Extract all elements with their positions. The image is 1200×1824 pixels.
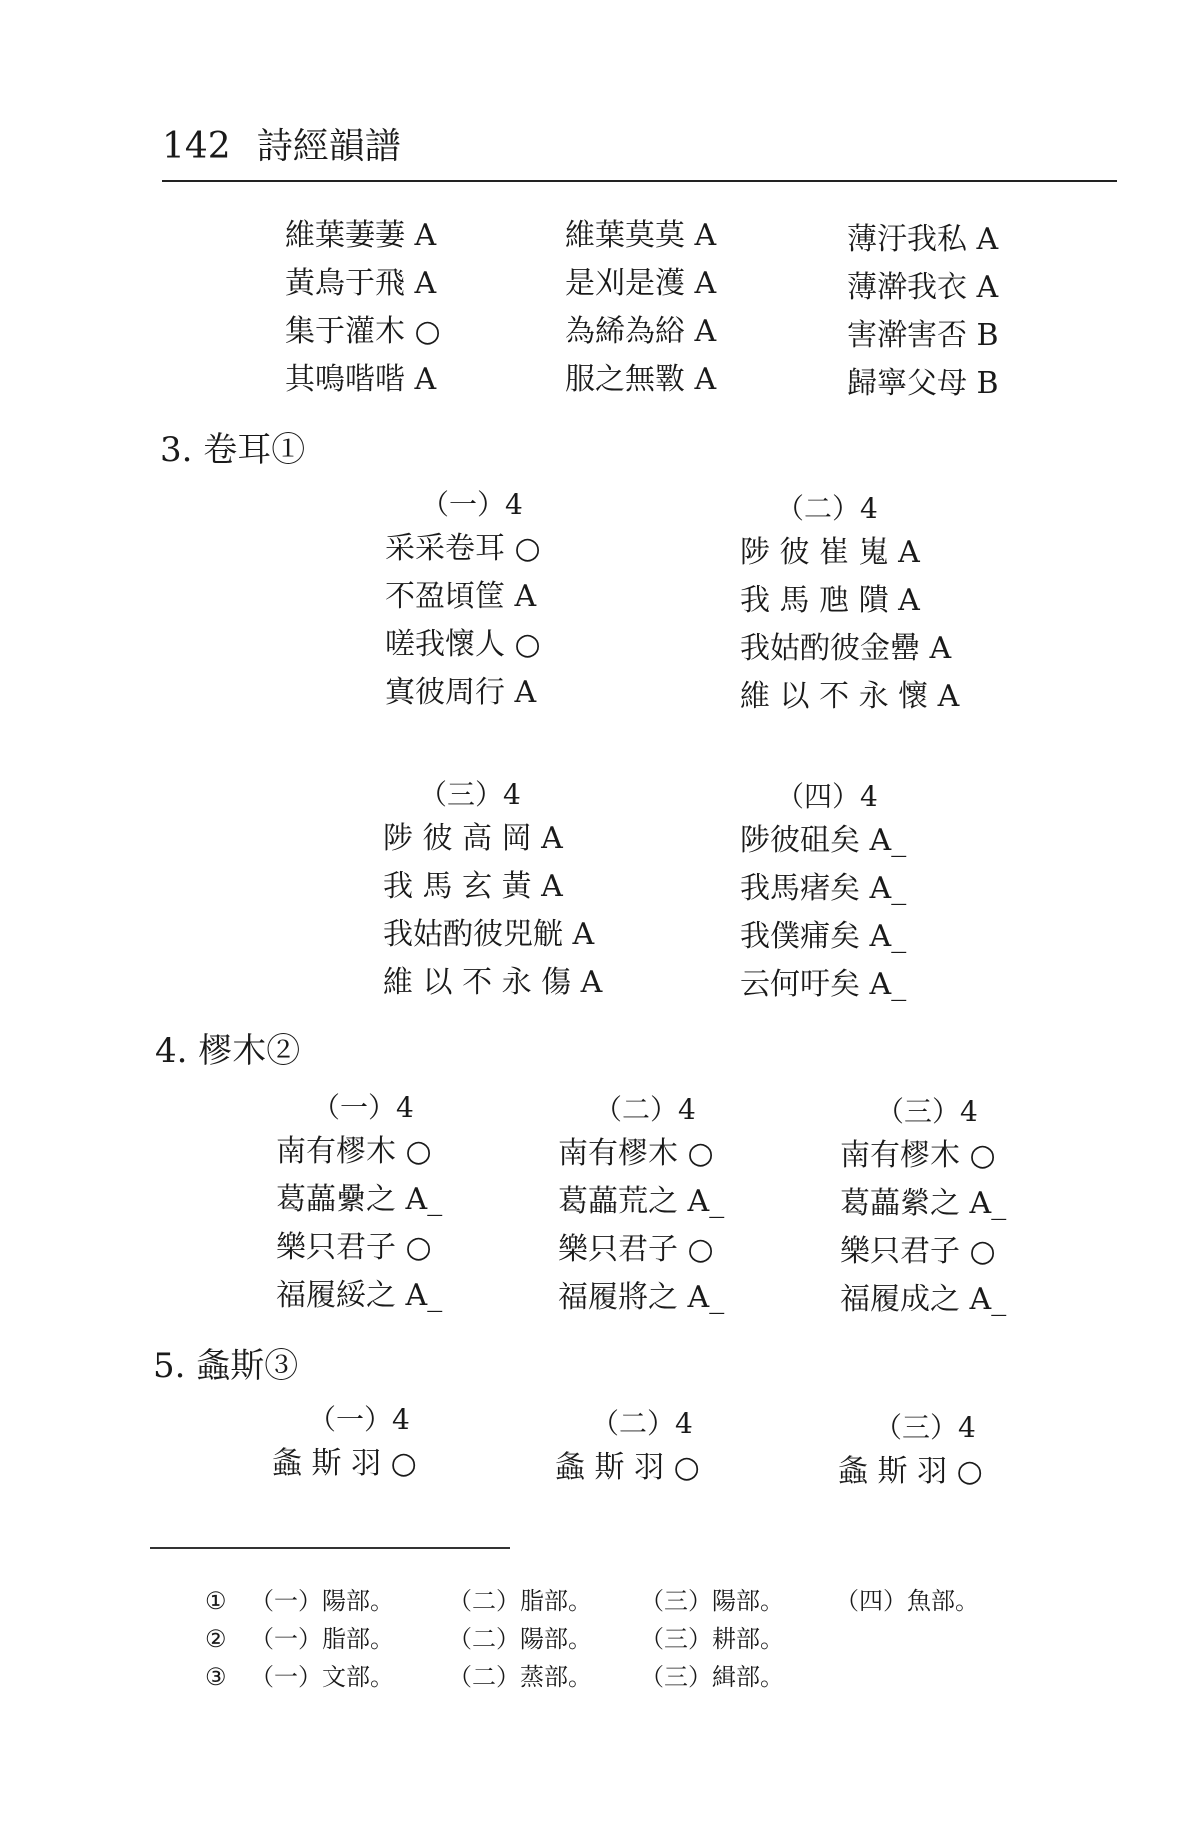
section-4-title: 4. 樛木② xyxy=(155,1031,301,1071)
footnote-marker: ② xyxy=(205,1625,227,1653)
sec5-stanza-3 xyxy=(838,1408,983,1496)
verse-line: 不盈頃筐 A xyxy=(385,579,537,614)
footnote-item: （四）魚部。 xyxy=(835,1587,979,1615)
footnote-3 xyxy=(0,1658,1200,1696)
footnote-item: （二）脂部。 xyxy=(448,1587,592,1615)
verse-line: 維葉莫莫 A xyxy=(565,218,717,253)
verse-line: 螽 斯 羽 ○ xyxy=(838,1454,983,1489)
top-col-3 xyxy=(847,216,999,408)
top-col-1 xyxy=(285,212,441,404)
verse-line: 采采卷耳 ○ xyxy=(385,531,541,566)
verse-line: 黃鳥于飛 A xyxy=(285,266,437,301)
verse-line: 嗟我懷人 ○ xyxy=(385,627,541,662)
verse-line: 我姑酌彼兕觥 A xyxy=(383,917,595,952)
verse-line: 維 以 不 永 懷 A xyxy=(740,679,960,714)
stanza-heading: （三）4 xyxy=(419,778,521,811)
verse-line: 是刈是濩 A xyxy=(565,266,717,301)
top-col-2 xyxy=(565,212,716,404)
verse-line: 葛藟縈之 A_ xyxy=(840,1186,1007,1221)
verse-line: 集于灌木 ○ xyxy=(285,314,441,349)
page-number: 142 xyxy=(162,126,231,167)
sec3-stanza-1 xyxy=(385,485,541,717)
sec4-stanza-3 xyxy=(840,1092,1006,1324)
stanza-heading: （三）4 xyxy=(876,1095,978,1128)
verse-line: 福履將之 A_ xyxy=(558,1280,725,1315)
footnote-item: （一）陽部。 xyxy=(250,1587,394,1615)
verse-line: 寘彼周行 A xyxy=(385,675,537,710)
stanza-heading: （一）4 xyxy=(308,1403,410,1436)
verse-line: 福履成之 A_ xyxy=(840,1282,1007,1317)
verse-line: 樂只君子 ○ xyxy=(840,1234,996,1269)
stanza-heading: （一）4 xyxy=(312,1091,414,1124)
header-rule xyxy=(162,180,1117,182)
verse-line: 其鳴喈喈 A xyxy=(285,362,437,397)
stanza-heading: （二）4 xyxy=(776,492,878,525)
footnote-rule xyxy=(150,1547,510,1549)
footnote-marker: ③ xyxy=(205,1663,227,1691)
verse-line: 歸寧父母 B xyxy=(847,366,999,401)
stanza-heading: （四）4 xyxy=(776,780,878,813)
sec4-stanza-1 xyxy=(276,1088,442,1320)
footnote-item: （一）文部。 xyxy=(250,1663,394,1691)
section-5-title: 5. 螽斯③ xyxy=(153,1346,299,1386)
book-title: 詩經韻譜 xyxy=(256,126,401,167)
footnote-item: （三）緝部。 xyxy=(640,1663,784,1691)
verse-line: 薄澣我衣 A xyxy=(847,270,999,305)
section-3-title: 3. 卷耳① xyxy=(160,430,306,470)
stanza-heading: （一）4 xyxy=(421,488,523,521)
verse-line: 福履綏之 A_ xyxy=(276,1278,443,1313)
sec3-stanza-2 xyxy=(740,489,959,721)
verse-line: 服之無斁 A xyxy=(565,362,717,397)
sec5-stanza-1 xyxy=(272,1400,417,1488)
verse-line: 我 馬 虺 隤 A xyxy=(740,583,920,618)
footnote-2 xyxy=(0,1620,1200,1658)
verse-line: 南有樛木 ○ xyxy=(276,1134,432,1169)
footnote-item: （一）脂部。 xyxy=(250,1625,394,1653)
footnote-marker: ① xyxy=(205,1587,227,1615)
verse-line: 南有樛木 ○ xyxy=(840,1138,996,1173)
verse-line: 維 以 不 永 傷 A xyxy=(383,965,603,1000)
verse-line: 陟 彼 崔 嵬 A xyxy=(740,535,920,570)
sec3-stanza-3 xyxy=(383,775,602,1007)
verse-line: 維葉萋萋 A xyxy=(285,218,437,253)
verse-line: 葛藟纍之 A_ xyxy=(276,1182,443,1217)
footnote-item: （三）耕部。 xyxy=(640,1625,784,1653)
sec3-stanza-4 xyxy=(740,777,906,1009)
verse-line: 陟彼砠矣 A_ xyxy=(740,823,907,858)
verse-line: 樂只君子 ○ xyxy=(276,1230,432,1265)
verse-line: 我姑酌彼金罍 A xyxy=(740,631,952,666)
verse-line: 害澣害否 B xyxy=(847,318,999,353)
stanza-heading: （二）4 xyxy=(594,1093,696,1126)
footnote-1 xyxy=(0,1582,1200,1620)
page-header xyxy=(162,118,401,169)
verse-line: 薄汙我私 A xyxy=(847,222,999,257)
sec4-stanza-2 xyxy=(558,1090,724,1322)
verse-line: 螽 斯 羽 ○ xyxy=(555,1450,700,1485)
verse-line: 陟 彼 高 岡 A xyxy=(383,821,563,856)
verse-line: 云何吁矣 A_ xyxy=(740,967,907,1002)
stanza-heading: （二）4 xyxy=(591,1407,693,1440)
footnote-item: （三）陽部。 xyxy=(640,1587,784,1615)
verse-line: 葛藟荒之 A_ xyxy=(558,1184,725,1219)
verse-line: 南有樛木 ○ xyxy=(558,1136,714,1171)
verse-line: 螽 斯 羽 ○ xyxy=(272,1446,417,1481)
verse-line: 我 馬 玄 黃 A xyxy=(383,869,563,904)
stanza-heading: （三）4 xyxy=(874,1411,976,1444)
footnote-item: （二）蒸部。 xyxy=(448,1663,592,1691)
verse-line: 我僕痡矣 A_ xyxy=(740,919,907,954)
footnote-item: （二）陽部。 xyxy=(448,1625,592,1653)
verse-line: 為絺為綌 A xyxy=(565,314,717,349)
verse-line: 我馬瘏矣 A_ xyxy=(740,871,907,906)
sec5-stanza-2 xyxy=(555,1404,700,1492)
verse-line: 樂只君子 ○ xyxy=(558,1232,714,1267)
